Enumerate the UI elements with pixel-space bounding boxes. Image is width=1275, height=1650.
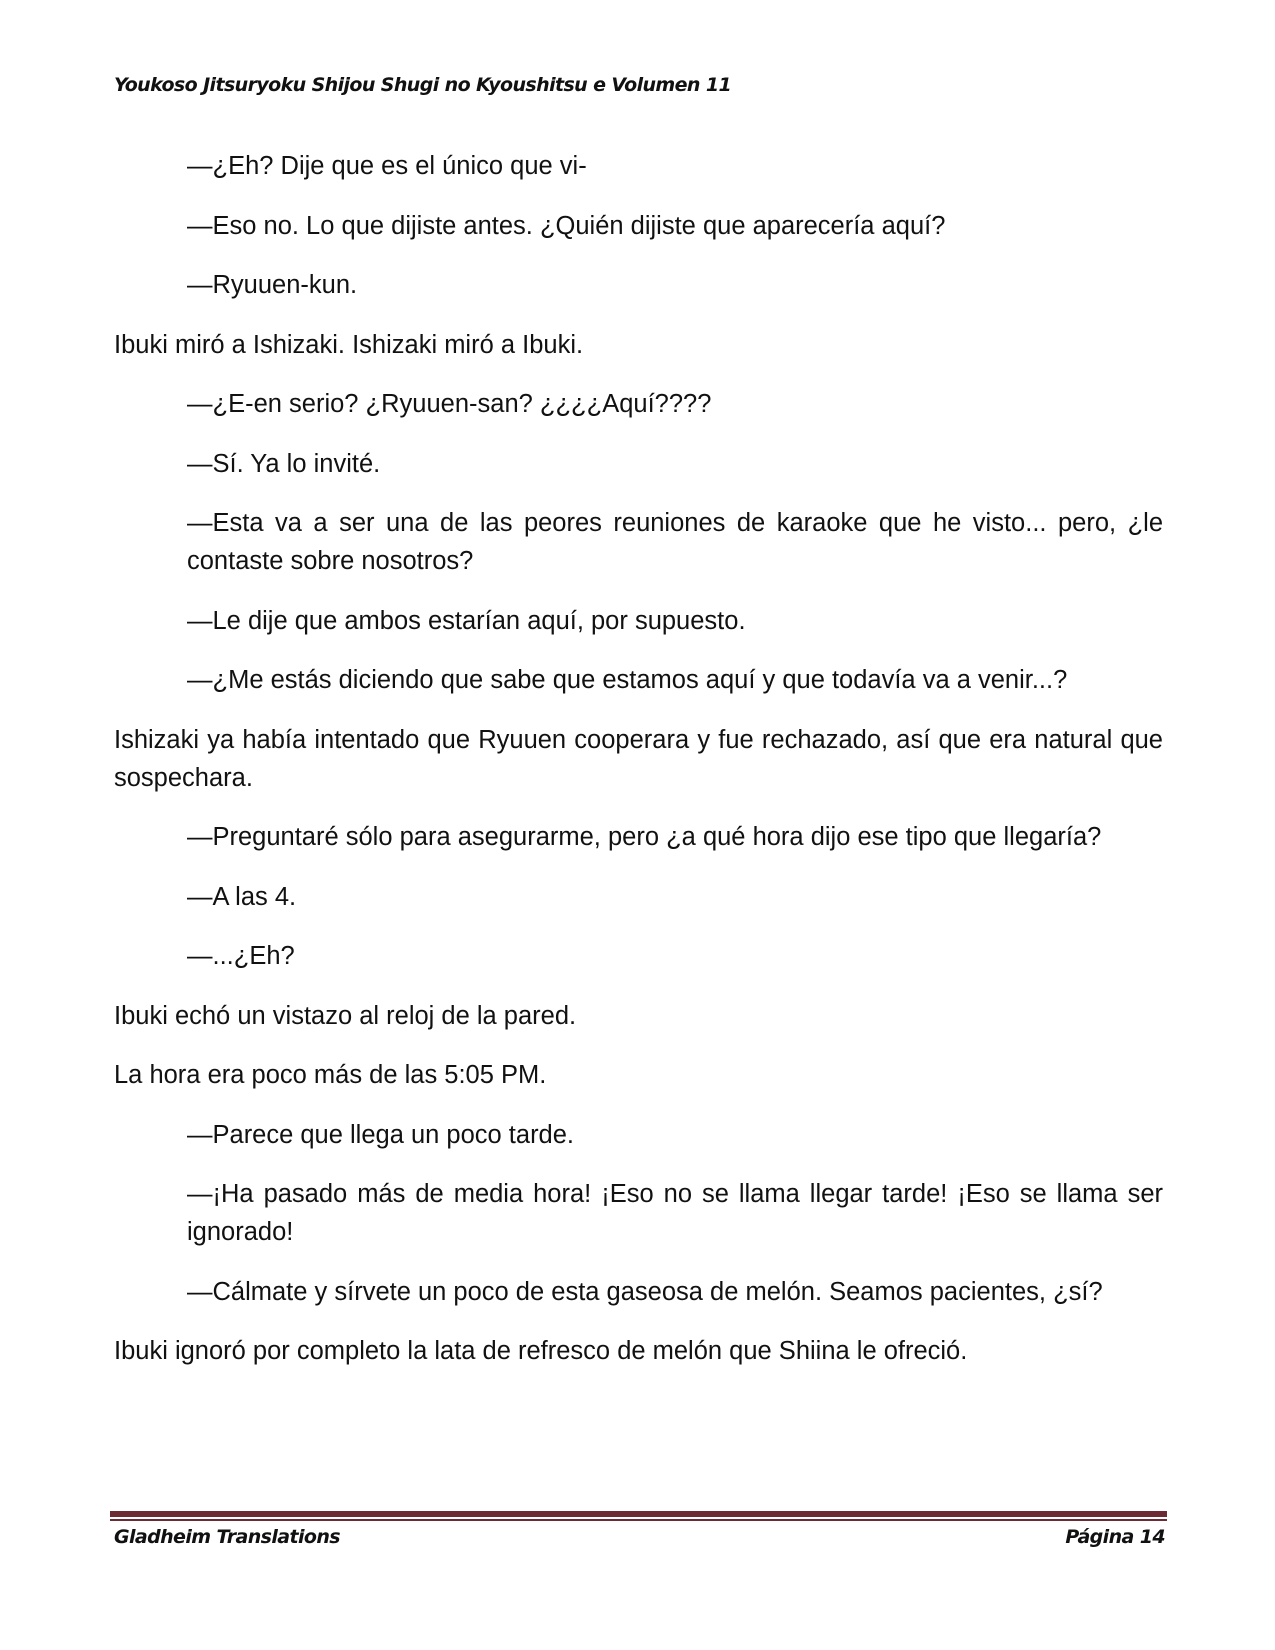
page-number: Página 14 bbox=[1065, 1526, 1165, 1548]
dialog-paragraph: —¡Ha pasado más de media hora! ¡Eso no se llama llegar tarde! ¡Eso se llama ser ignorado! bbox=[187, 1180, 1163, 1246]
footer-rule-thick bbox=[110, 1511, 1167, 1517]
narration-paragraph: Ibuki echó un vistazo al reloj de la pared. bbox=[114, 1001, 577, 1030]
dialog-paragraph: —¿Eh? Dije que es el único que vi- bbox=[187, 152, 587, 180]
dialog-paragraph: —Parece que llega un poco tarde. bbox=[187, 1120, 575, 1149]
dialog-paragraph: —...¿Eh? bbox=[187, 942, 295, 970]
narration-paragraph: Ishizaki ya había intentado que Ryuuen cooperara y fue rechazado, así que era natural que sospechara. bbox=[114, 725, 1163, 792]
dialog-paragraph: —¿Me estás diciendo que sabe que estamos aquí y que todavía va a venir...? bbox=[187, 666, 1068, 694]
dialog-paragraph: —¿E-en serio? ¿Ryuuen-san? ¿¿¿¿Aquí???? bbox=[187, 390, 712, 418]
dialog-paragraph: —Esta va a ser una de las peores reuniones de karaoke que he visto... pero, ¿le contaste sobre nosotros? bbox=[187, 509, 1163, 575]
narration-paragraph: Ibuki miró a Ishizaki. Ishizaki miró a Ibuki. bbox=[114, 330, 584, 359]
dialog-paragraph: —Eso no. Lo que dijiste antes. ¿Quién dijiste que aparecería aquí? bbox=[187, 211, 946, 240]
running-header: Youkoso Jitsuryoku Shijou Shugi no Kyoushitsu e Volumen 11 bbox=[114, 74, 732, 96]
dialog-paragraph: —Ryuuen-kun. bbox=[187, 271, 358, 299]
dialog-paragraph: —A las 4. bbox=[187, 882, 297, 911]
narration-paragraph: Ibuki ignoró por completo la lata de refresco de melón que Shiina le ofreció. bbox=[114, 1337, 968, 1365]
narration-paragraph: La hora era poco más de las 5:05 PM. bbox=[114, 1061, 547, 1089]
dialog-paragraph: —Sí. Ya lo invité. bbox=[187, 449, 381, 478]
dialog-paragraph: —Le dije que ambos estarían aquí, por supuesto. bbox=[187, 606, 746, 635]
dialog-paragraph: —Cálmate y sírvete un poco de esta gaseosa de melón. Seamos pacientes, ¿sí? bbox=[187, 1277, 1103, 1306]
footer-rule-thin bbox=[110, 1519, 1167, 1521]
page-body bbox=[114, 147, 1163, 1392]
footer-publisher: Gladheim Translations bbox=[114, 1526, 340, 1548]
dialog-paragraph: —Preguntaré sólo para asegurarme, pero ¿a qué hora dijo ese tipo que llegaría? bbox=[187, 823, 1102, 851]
